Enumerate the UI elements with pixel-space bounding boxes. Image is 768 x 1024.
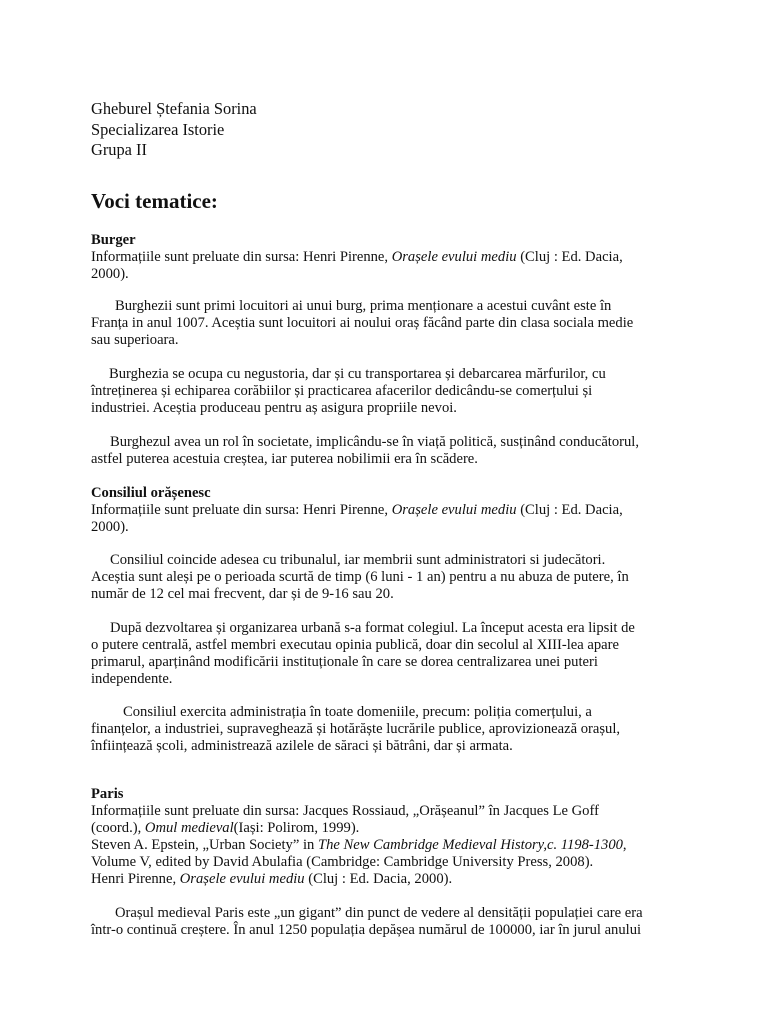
paragraph-line: independente.: [91, 671, 173, 687]
source-line: 2000).: [91, 519, 129, 535]
paragraph-line: o putere centrală, astfel membri executau opinia publică, doar din secolul al XIII-lea apare: [91, 637, 619, 653]
source-line: Informațiile sunt preluate din sursa: Henri Pirenne, Orașele evului mediu (Cluj : Ed. Dacia,: [91, 502, 623, 518]
paragraph-line: finanțelor, a industriei, supraveghează și hotărăște lucrările publice, aprovizionează orașul,: [91, 721, 621, 737]
paragraph-line: Orașul medieval Paris este „un gigant” din punct de vedere al densității populației care era: [115, 905, 643, 921]
group: Grupa II: [91, 140, 147, 159]
paragraph-line: întreținerea și echiparea corăbiilor și practicarea afacerilor dedicându-se comerțului și: [91, 383, 593, 399]
paragraph-line: sau superioara.: [91, 332, 179, 348]
paragraph-line: Consiliul exercita administrația în toate domeniile, precum: poliția comerțului, a: [123, 704, 592, 720]
source-line: (coord.), Omul medieval(Iași: Polirom, 1999).: [91, 820, 360, 836]
source-line: Steven A. Epstein, „Urban Society” in The New Cambridge Medieval History,c. 1198-1300,: [91, 837, 627, 853]
source-line: Informațiile sunt preluate din sursa: Jacques Rossiaud, „Orășeanul” în Jacques Le Goff: [91, 803, 599, 819]
paragraph-line: După dezvoltarea și organizarea urbană s-a format colegiul. La început acesta era lipsit de: [110, 620, 635, 636]
paragraph-line: număr de 12 cel mai frecvent, dar și de 9-16 sau 20.: [91, 586, 394, 602]
paragraph-line: industriei. Aceștia produceau pentru aș asigura propriile nevoi.: [91, 400, 457, 416]
source-line: Volume V, edited by David Abulafia (Cambridge: Cambridge University Press, 2008).: [91, 854, 594, 870]
source-line: Informațiile sunt preluate din sursa: Henri Pirenne, Orașele evului mediu (Cluj : Ed. Dacia,: [91, 249, 623, 265]
section-heading-paris: Paris: [91, 786, 124, 802]
document-title: Voci tematice:: [91, 189, 218, 213]
paragraph-line: astfel puterea acestuia creștea, iar puterea nobilimii era în scădere.: [91, 451, 478, 467]
paragraph-line: înființează școli, administrează azilele de săraci și bătrâni, dar și armata.: [91, 738, 513, 754]
paragraph-line: Aceștia sunt aleși pe o perioada scurtă de timp (6 luni - 1 an) pentru a nu abuza de putere, în: [91, 569, 629, 585]
paragraph-line: Burghezii sunt primi locuitori ai unui burg, prima menționare a acestui cuvânt este în: [115, 298, 612, 314]
section-heading-consiliul: Consiliul orășenesc: [91, 485, 211, 501]
author-name: Gheburel Ștefania Sorina: [91, 99, 257, 118]
paragraph-line: Franța in anul 1007. Aceștia sunt locuitori ai noului oraș făcând parte din clasa sociala medie: [91, 315, 634, 331]
paragraph-line: Consiliul coincide adesea cu tribunalul, iar membrii sunt administratori si judecători.: [110, 552, 606, 568]
specialization: Specializarea Istorie: [91, 120, 225, 139]
paragraph-line: Burghezia se ocupa cu negustoria, dar și cu transportarea și debarcarea mărfurilor, cu: [109, 366, 606, 382]
paragraph-line: Burghezul avea un rol în societate, implicându-se în viață politică, susținând conducătorul,: [110, 434, 640, 450]
paragraph-line: primarul, aparținând modificării instituționale în care se dorea centralizarea unei puteri: [91, 654, 598, 670]
source-line: Henri Pirenne, Orașele evului mediu (Cluj : Ed. Dacia, 2000).: [91, 871, 453, 887]
paragraph-line: într-o continuă creștere. În anul 1250 populația depășea numărul de 100000, iar în jurul anului: [91, 922, 642, 938]
section-heading-burger: Burger: [91, 232, 136, 248]
source-line: 2000).: [91, 266, 129, 282]
